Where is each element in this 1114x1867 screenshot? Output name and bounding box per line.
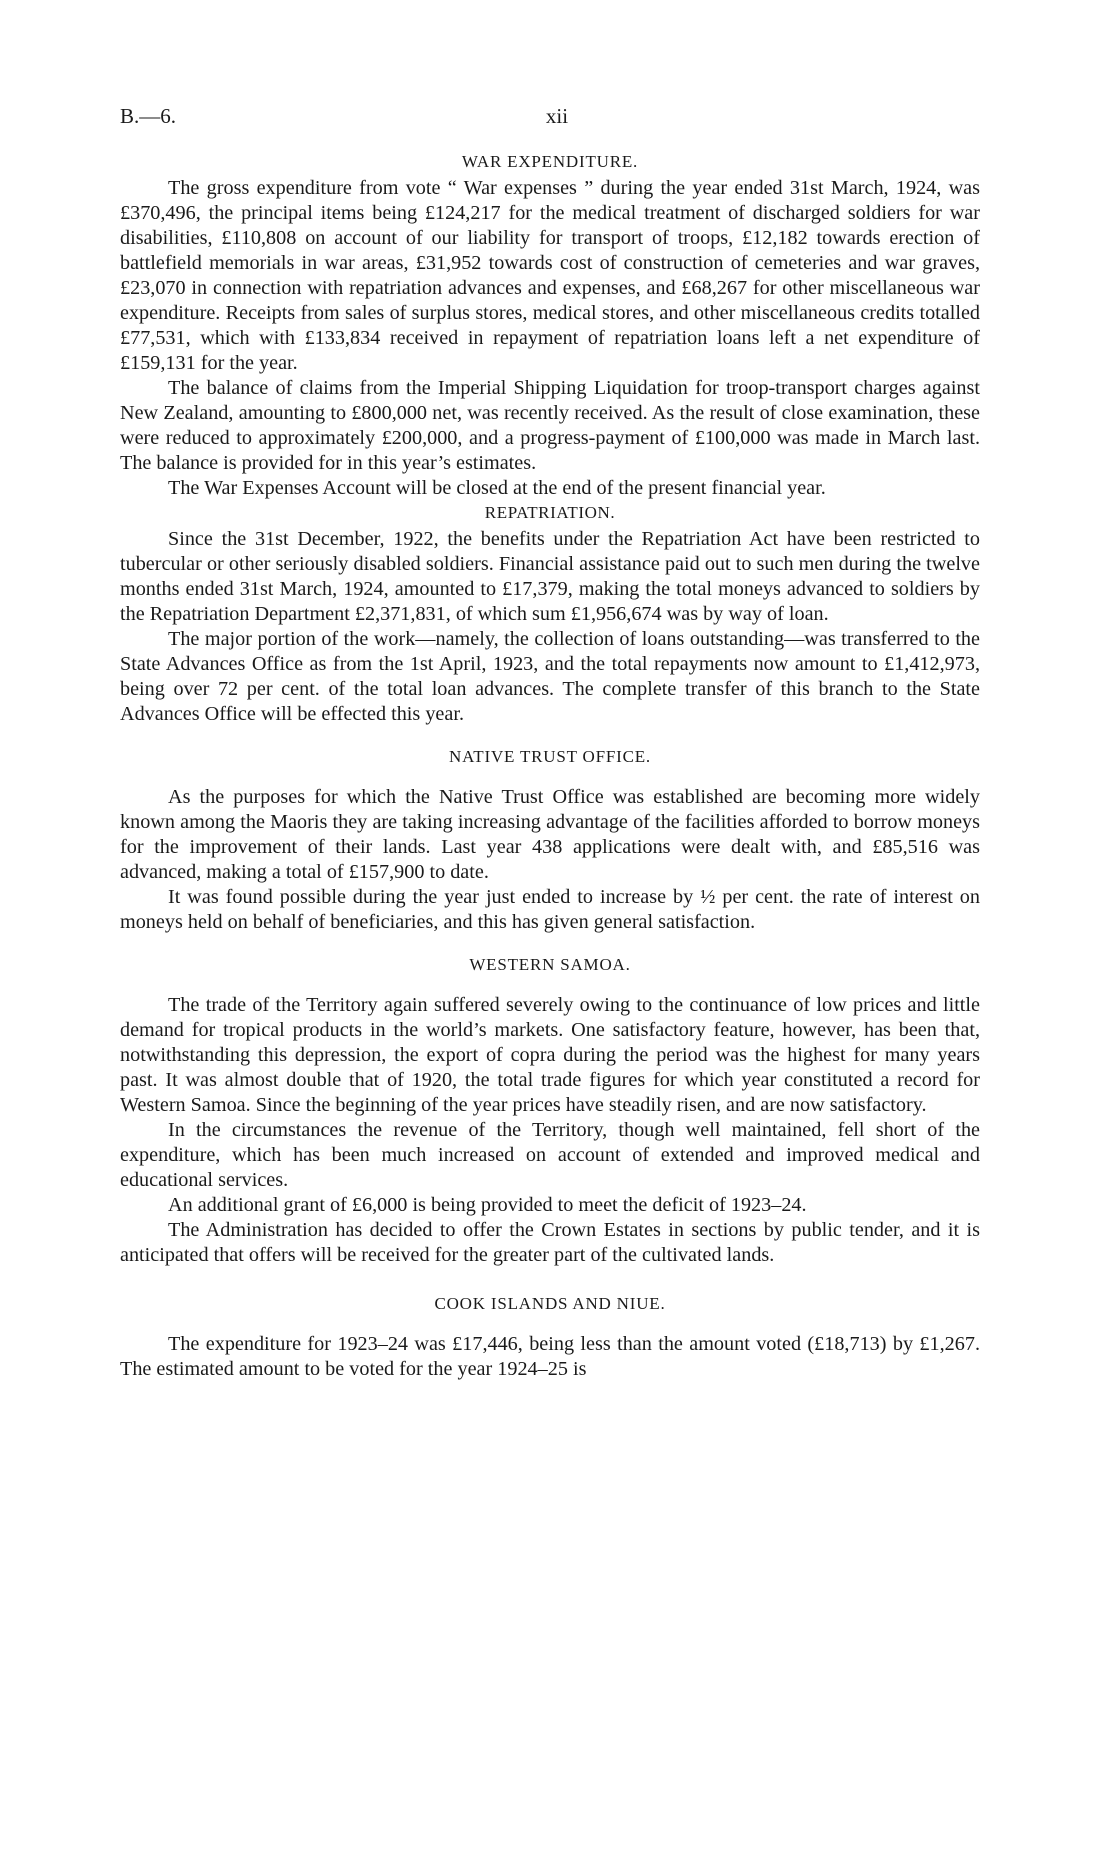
paragraph: It was found possible during the year just ended to increase by ½ per cent. the rate of interest on moneys held on behalf of beneficiaries, and this has given general satisfaction. [120,886,980,933]
paragraph: The expenditure for 1923–24 was £17,446, being less than the amount voted (£18,713) by £1,267. The estimated amount to be voted for the year 1924–25 is [120,1333,980,1380]
paragraph: The Administration has decided to offer the Crown Estates in sections by public tender, and it is anticipated that offers will be received for the greater part of the cultivated lands. [120,1219,980,1266]
section-heading-repatriation: REPATRIATION. [484,503,616,522]
paragraph: The War Expenses Account will be closed at the end of the present financial year. [168,477,826,499]
section-heading-western-samoa: WESTERN SAMOA. [469,955,631,974]
paragraph: In the circumstances the revenue of the Territory, though well maintained, fell short of the expenditure, which has been much increased on account of extended and improved medical and educational services. [120,1119,980,1191]
section-heading-war-expenditure: WAR EXPENDITURE. [461,152,639,171]
paragraph: As the purposes for which the Native Trust Office was established are becoming more widely known among the Maoris they are taking increasing advantage of the facilities afforded to borrow moneys for the improvement of their lands. Last year 438 applications were dealt with, and £85,516 was advanced, making a total of £157,900 to date. [120,786,980,883]
paragraph: An additional grant of £6,000 is being provided to meet the deficit of 1923–24. [168,1194,807,1216]
paragraph: The gross expenditure from vote “ War expenses ” during the year ended 31st March, 1924, was £370,496, the principal items being £124,217 for the medical treatment of discharged soldiers for war disabilities, £110,808 on account of our liability for transport of troops, £12,182 towards erection of battlefield memorials in war areas, £31,952 towards cost of construction of cemeteries and war graves, £23,070 in connection with repatriation advances and expenses, and £68,267 for other miscellaneous war expenditure. Receipts from sales of surplus stores, medical stores, and other miscellaneous credits totalled £77,531, which with £133,834 received in repayment of repatriation loans left a net expenditure of £159,131 for the year. [120,177,980,374]
paragraph: The major portion of the work—namely, the collection of loans outstanding—was transferred to the State Advances Office as from the 1st April, 1923, and the total repayments now amount to £1,412,973, being over 72 per cent. of the total loan advances. The complete transfer of this branch to the State Advances Office will be effected this year. [120,628,980,725]
page-body [120,150,980,1382]
section-heading-native-trust-office: NATIVE TRUST OFFICE. [449,747,651,766]
paragraph: The trade of the Territory again suffered severely owing to the continuance of low prices and little demand for tropical products in the world’s markets. One satisfactory feature, however, has been that, notwithstanding this depression, the export of copra during the period was the highest for many years past. It was almost double that of 1920, the total trade figures for which year constituted a record for Western Samoa. Since the beginning of the year prices have steadily risen, and are now satisfactory. [120,994,980,1116]
section-heading-cook-islands-and-niue: COOK ISLANDS AND NIUE. [434,1294,666,1313]
paragraph: The balance of claims from the Imperial Shipping Liquidation for troop-transport charges against New Zealand, amounting to £800,000 net, was recently received. As the result of close examination, these were reduced to approximately £200,000, and a progress-payment of £100,000 was made in March last. The balance is provided for in this year’s estimates. [120,377,980,474]
page-number: xii [545,104,569,128]
paragraph: Since the 31st December, 1922, the benefits under the Repatriation Act have been restricted to tubercular or other seriously disabled soldiers. Financial assistance paid out to such men during the twelve months ended 31st March, 1924, amounted to £17,379, making the total moneys advanced to soldiers by the Repatriation Department £2,371,831, of which sum £1,956,674 was by way of loan. [120,528,980,625]
document-reference: B.—6. [120,104,177,128]
